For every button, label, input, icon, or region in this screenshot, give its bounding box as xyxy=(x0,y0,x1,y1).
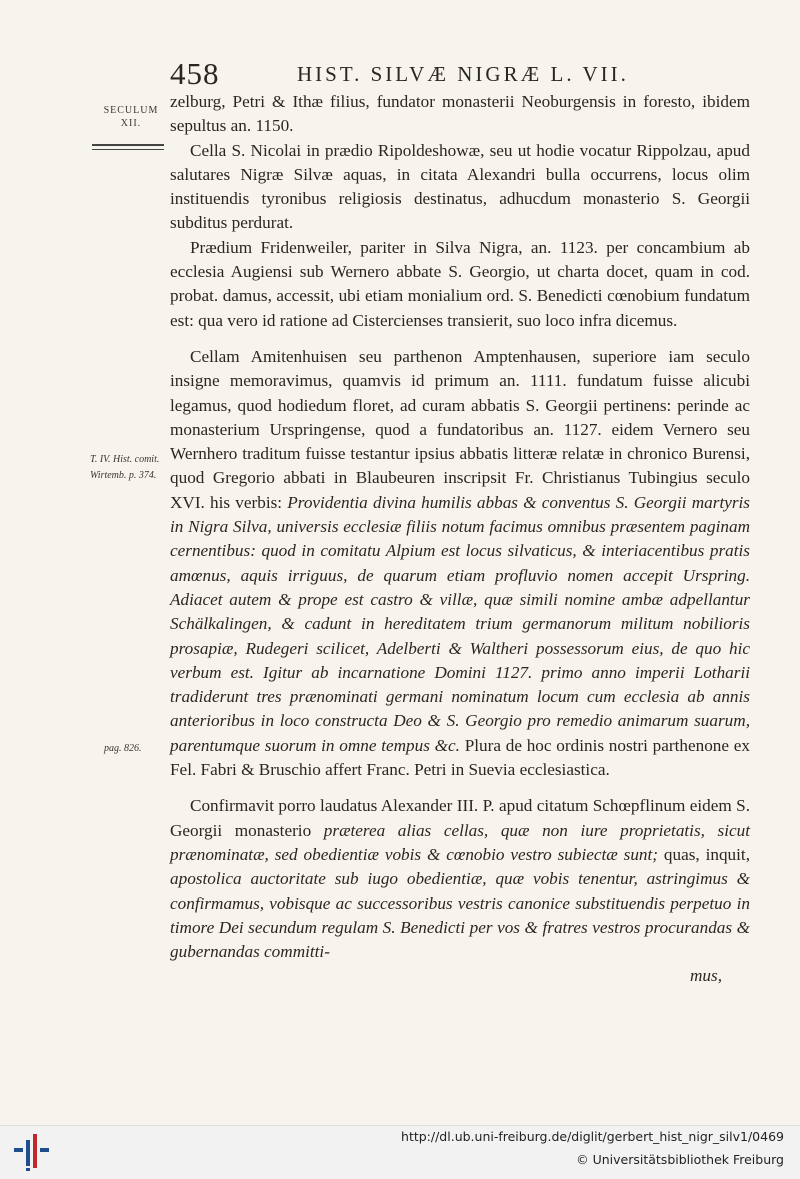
confirmavit-quote: præterea alias cellas, quæ non iure proprietatis, sicut prænominatæ, sed obedientiæ vobis & cœnobio vestro subiectæ sunt; xyxy=(170,820,751,864)
margin-note-reference: T. IV. Hist. comit. Wirtemb. p. 374. xyxy=(90,454,160,481)
paragraph-continuation: zelburg, Petri & Ithæ filius, fundator monasterii Neoburgensis in foresto, ibidem sepultus an. 1150. xyxy=(170,92,750,136)
confirmavit-text: Confirmavit porro laudatus Alexander III. P. apud citatum Schœpflinum eidem S. Georgii monasterio xyxy=(170,796,750,840)
paragraph-cellam xyxy=(170,345,750,782)
library-logo-icon xyxy=(12,1130,52,1172)
margin-note-seculum xyxy=(98,104,164,150)
paragraph-confirmavit xyxy=(170,794,750,964)
footer-bar xyxy=(0,1125,800,1179)
confirmavit-quote-2: apostolica auctoritate sub iugo obedientiæ, quæ vobis tenentur, astringimus & confirmamus, vobisque ac successoribus vestris canonice substituendis perpetuo in timore Dei secundum regulam S. Benedicti per vos & fratres vestros procurandas & gubernandas committi- xyxy=(170,869,750,962)
source-url-link[interactable]: http://dl.ub.uni-freiburg.de/diglit/gerbert_hist_nigr_silv1/0469 xyxy=(401,1129,784,1144)
paragraph-plura: Plura de hoc ordinis nostri parthenone ex Fel. Fabri & Bruschio affert Franc. Petri in Suevia ecclesiastica. xyxy=(170,735,750,780)
paragraph-cella-nicolai: Cella S. Nicolai in prædio Ripoldeshowæ, seu ut hodie vocatur Rippolzau, apud salutares Nigræ Silvæ aquas, in citata Alexandri bulla occurrens, locus olim instituendis tyronibus religiosis destinatus, adhucdum monasterio S. Georgii subditus perdurat. xyxy=(170,140,750,233)
margin-rule xyxy=(92,144,164,150)
quote-italic: Providentia divina humilis abbas & conventus S. Georgii martyris in Nigra Silva, universis ecclesiæ filiis notum facimus omnibus præsentem paginam cernentibus: quod in comitatu Alpium est locus silvaticus, & interiacentibus pratis amœnus, aquis irriguus, de quarum etiam profluvio nomen accepit Urspring. Adiacet autem & prope est castro & villæ, quæ simili nomine ambæ adpellantur Schälkalingen, & cadunt in hereditatem trium germanorum militum nobilioris prosapiæ, Rudegeri scilicet, Adelberti & Waltheri possessorum eius, de quo hic verbum est. Igitur ab incarnatione Domini 1127. primo anno imperii Lotharii tradiderunt tres prænominati germani nominatum locum cum ecclesia ab annis anterioribus in loco constructa Deo & S. Georgio pro remedio animarum suarum, parentumque suorum in omne tempus &c. xyxy=(170,492,750,755)
page-number: 458 xyxy=(170,56,220,91)
margin-seculum-label: SECULUM xyxy=(103,105,159,116)
copyright-text: © Universitätsbibliothek Freiburg xyxy=(576,1152,784,1167)
catchword xyxy=(170,964,750,988)
running-title: HIST. SILVÆ NIGRÆ L. VII. xyxy=(297,62,629,86)
confirmavit-inquit: quas, inquit, xyxy=(663,844,750,864)
margin-note-page: pag. 826. xyxy=(104,743,142,754)
paragraph-praedium: Prædium Fridenweiler, pariter in Silva Nigra, an. 1123. per concambium ab ecclesia Augiensi sub Wernero abbate S. Georgio, ut charta docet, quam in cod. probat. damus, accessit, ubi etiam monialium ord. S. Benedicti cœnobium fundatum est: qua vero id ratione ad Cistercienses transierit, suo loco infra dicemus. xyxy=(170,237,750,330)
paragraph-cellam-text: Cellam Amitenhuisen seu parthenon Amptenhausen, superiore iam seculo insigne memoravimus, quamvis id primum an. 1111. fundatum fuisse alicubi legamus, quod hodiedum floret, ad curam abbatis S. Georgii pertinens: perinde ac monasterium Urspringense, quod a fundatoribus an. 1127. eidem Vernero seu Wernhero traditum fuisse testantur ipsius abbatis litteræ relatæ in chronico Burensi, quod Gregorio abbati in Blaubeuren inscripsit Fr. Christianus Tubingius seculo XVI. his verbis: xyxy=(170,346,750,512)
catchword-text: mus, xyxy=(690,966,722,986)
margin-seculum-number: XII. xyxy=(120,118,142,129)
page-header xyxy=(0,56,800,90)
body-text xyxy=(170,90,750,989)
